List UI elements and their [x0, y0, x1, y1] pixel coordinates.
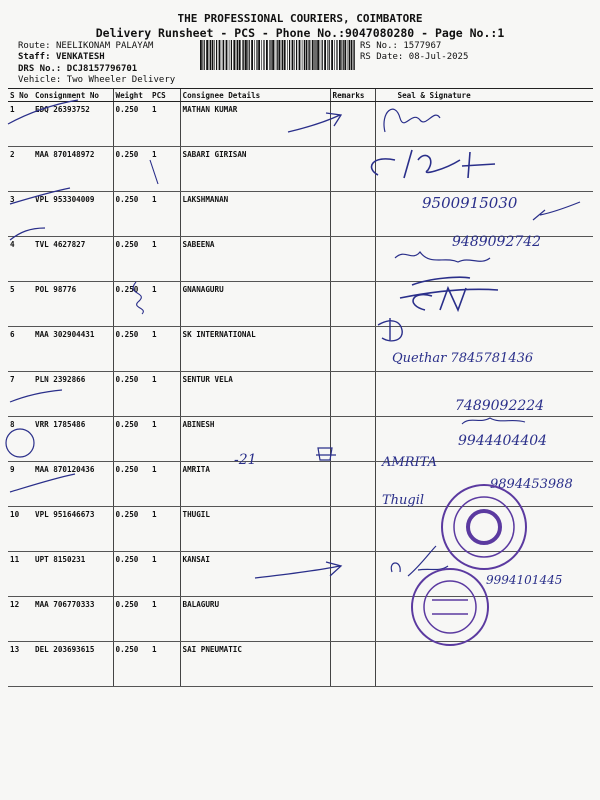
table-row — [8, 462, 593, 507]
cell-weight: 0.250 — [113, 552, 150, 597]
handwritten-name-9: AMRITA — [382, 455, 437, 470]
cell-cno: TVL 4627827 — [33, 237, 113, 282]
cell-sno: 5 — [8, 282, 33, 327]
col-signature: Seal & Signature — [375, 89, 593, 102]
rs-date-info — [360, 52, 468, 62]
cell-remarks — [330, 237, 375, 282]
runsheet-title: Delivery Runsheet - PCS - Phone No.:9047080280 - Page No.:1 — [95, 26, 505, 40]
cell-pcs: 1 — [150, 597, 180, 642]
cell-remarks — [330, 327, 375, 372]
table-row — [8, 192, 593, 237]
handwritten-text-7: Quethar 7845781436 — [392, 351, 534, 366]
cell-signature — [375, 237, 593, 282]
cell-sno: 9 — [8, 462, 33, 507]
cell-consignee: SABEENA — [180, 237, 330, 282]
barcode-bar — [351, 40, 353, 70]
cell-weight: 0.250 — [113, 642, 150, 687]
barcode-bar — [304, 40, 305, 70]
barcode-bar — [289, 40, 290, 70]
table-row — [8, 282, 593, 327]
handwritten-phone-10: 9894453988 — [490, 477, 573, 492]
cell-weight: 0.250 — [113, 237, 150, 282]
barcode-bar — [222, 40, 223, 70]
cell-remarks — [330, 552, 375, 597]
cell-consignee: SK INTERNATIONAL — [180, 327, 330, 372]
cell-signature — [375, 642, 593, 687]
barcode-bar — [282, 40, 283, 70]
drs-value: DCJ8157796701 — [66, 64, 138, 74]
handwritten-phone-9: 9944404404 — [458, 433, 548, 449]
barcode-bar — [245, 40, 247, 70]
table-row — [8, 372, 593, 417]
cell-consignee: LAKSHMANAN — [180, 192, 330, 237]
cell-weight: 0.250 — [113, 597, 150, 642]
cell-weight: 0.250 — [113, 462, 150, 507]
col-remarks: Remarks — [330, 89, 375, 102]
barcode-bar — [204, 40, 205, 70]
rs-date-value: 08-Jul-2025 — [408, 52, 469, 62]
cell-pcs: 1 — [150, 102, 180, 147]
col-pcs: PCS — [150, 89, 180, 102]
table-row — [8, 102, 593, 147]
cell-consignee: SENTUR VELA — [180, 372, 330, 417]
cell-signature — [375, 462, 593, 507]
barcode-bar — [344, 40, 346, 70]
barcode-bar — [315, 40, 316, 70]
cell-weight: 0.250 — [113, 507, 150, 552]
barcode-bar — [302, 40, 303, 70]
cell-remarks — [330, 642, 375, 687]
cell-sno: 7 — [8, 372, 33, 417]
barcode-bar — [348, 40, 349, 70]
vehicle-value: Two Wheeler Delivery — [66, 75, 176, 85]
barcode-bar — [287, 40, 288, 70]
col-consignee: Consignee Details — [180, 89, 330, 102]
cell-sno: 10 — [8, 507, 33, 552]
barcode-bar — [354, 40, 355, 70]
staff-label: Staff: — [18, 52, 51, 62]
cell-pcs: 1 — [150, 462, 180, 507]
cell-weight: 0.250 — [113, 372, 150, 417]
barcode-bar — [263, 40, 264, 70]
barcode-bar — [294, 40, 295, 70]
cell-signature — [375, 327, 593, 372]
cell-cno: VPL 951646673 — [33, 507, 113, 552]
barcode-bar — [210, 40, 211, 70]
cell-pcs: 1 — [150, 282, 180, 327]
barcode-bar — [270, 40, 271, 70]
barcode-bar — [249, 40, 250, 70]
table-row — [8, 507, 593, 552]
rs-no-info — [360, 41, 441, 51]
barcode-bar — [349, 40, 350, 70]
cell-consignee: MATHAN KUMAR — [180, 102, 330, 147]
table-row — [8, 552, 593, 597]
cell-cno: MAA 870120436 — [33, 462, 113, 507]
barcode-bar — [296, 40, 297, 70]
barcode-bar — [272, 40, 274, 70]
cell-cno: MAA 302904431 — [33, 327, 113, 372]
barcode-bar — [292, 40, 294, 70]
cell-cno: MAA 706770333 — [33, 597, 113, 642]
cell-pcs: 1 — [150, 417, 180, 462]
barcode-bar — [229, 40, 230, 70]
cell-sno: 12 — [8, 597, 33, 642]
handwritten-name-10: Thugil — [382, 493, 425, 508]
barcode-bar — [331, 40, 333, 70]
barcode-bar — [216, 40, 217, 70]
handwritten-phone-8: 7489092224 — [455, 398, 545, 414]
cell-cno: VPL 953304009 — [33, 192, 113, 237]
barcode-bar — [261, 40, 262, 70]
company-name: THE PROFESSIONAL COURIERS, COIMBATORE — [177, 12, 423, 25]
barcode-bar — [281, 40, 282, 70]
cell-sno: 1 — [8, 102, 33, 147]
cell-remarks — [330, 417, 375, 462]
barcode-bar — [334, 40, 335, 70]
cell-pcs: 1 — [150, 642, 180, 687]
cell-cno: PLN 2392866 — [33, 372, 113, 417]
barcode-bar — [247, 40, 248, 70]
cell-weight: 0.250 — [113, 417, 150, 462]
cell-signature — [375, 552, 593, 597]
barcode-bar — [236, 40, 237, 70]
cell-cno: POL 98776 — [33, 282, 113, 327]
cell-remarks — [330, 372, 375, 417]
barcode-bar — [212, 40, 214, 70]
barcode-bar — [339, 40, 341, 70]
cell-cno: EDQ 26393752 — [33, 102, 113, 147]
cell-pcs: 1 — [150, 147, 180, 192]
table-header-row — [8, 89, 593, 102]
cell-remarks — [330, 192, 375, 237]
table-row — [8, 327, 593, 372]
cell-sno: 3 — [8, 192, 33, 237]
barcode-bar — [343, 40, 344, 70]
vehicle-label: Vehicle: — [18, 75, 62, 85]
barcode-bar — [223, 40, 224, 70]
route-value: NEELIKONAM PALAYAM — [55, 41, 154, 51]
route-info — [18, 41, 153, 51]
handwritten-phone-4: 9489092742 — [452, 234, 542, 250]
staff-value: VENKATESH — [55, 52, 105, 62]
barcode-bar — [209, 40, 210, 70]
cell-sno: 2 — [8, 147, 33, 192]
barcode-bar — [278, 40, 280, 70]
cell-weight: 0.250 — [113, 192, 150, 237]
barcode-bar — [312, 40, 314, 70]
cell-pcs: 1 — [150, 507, 180, 552]
cell-consignee: GNANAGURU — [180, 282, 330, 327]
cell-pcs: 1 — [150, 372, 180, 417]
barcode-bar — [239, 40, 241, 70]
barcode-bar — [256, 40, 257, 70]
table-row — [8, 642, 593, 687]
barcode-bar — [314, 40, 315, 70]
table-row — [8, 237, 593, 282]
barcode-bar — [284, 40, 286, 70]
cell-signature — [375, 507, 593, 552]
barcode-bar — [231, 40, 232, 70]
cell-sno: 13 — [8, 642, 33, 687]
barcode-bar — [299, 40, 301, 70]
barcode-bar — [200, 40, 202, 70]
cell-pcs: 1 — [150, 192, 180, 237]
barcode-bar — [341, 40, 342, 70]
runsheet-table — [8, 88, 593, 687]
cell-remarks — [330, 507, 375, 552]
handwritten-remark-9: -21 — [234, 452, 257, 468]
table-row — [8, 597, 593, 642]
cell-sno: 4 — [8, 237, 33, 282]
barcode-bar — [353, 40, 354, 70]
cell-cno: MAA 870148972 — [33, 147, 113, 192]
cell-signature — [375, 147, 593, 192]
barcode-bar — [308, 40, 309, 70]
cell-weight: 0.250 — [113, 102, 150, 147]
barcode-bar — [202, 40, 203, 70]
rs-date-label: RS Date: — [360, 52, 404, 62]
handwritten-phone-3: 9500915030 — [422, 194, 518, 212]
barcode-bar — [329, 40, 330, 70]
cell-cno: VRR 1785486 — [33, 417, 113, 462]
cell-signature — [375, 417, 593, 462]
cell-remarks — [330, 282, 375, 327]
barcode-bar — [219, 40, 221, 70]
barcode-bar — [266, 40, 268, 70]
cell-sno: 11 — [8, 552, 33, 597]
rs-no-label: RS No.: — [360, 41, 398, 51]
staff-info — [18, 52, 105, 62]
barcode-bar — [233, 40, 235, 70]
cell-consignee: THUGIL — [180, 507, 330, 552]
cell-consignee: SABARI GIRISAN — [180, 147, 330, 192]
rs-no-value: 1577967 — [403, 41, 442, 51]
cell-weight: 0.250 — [113, 327, 150, 372]
col-sno: S No — [8, 89, 33, 102]
barcode-bar — [327, 40, 328, 70]
barcode-bar — [317, 40, 319, 70]
barcode-bar — [269, 40, 270, 70]
cell-pcs: 1 — [150, 327, 180, 372]
table-row — [8, 417, 593, 462]
cell-cno: DEL 203693615 — [33, 642, 113, 687]
barcode-bar — [306, 40, 308, 70]
barcode-bar — [251, 40, 253, 70]
cell-sno: 6 — [8, 327, 33, 372]
cell-remarks — [330, 597, 375, 642]
barcode-bar — [324, 40, 326, 70]
barcode-bar — [320, 40, 321, 70]
barcode-bar — [214, 40, 215, 70]
cell-pcs: 1 — [150, 237, 180, 282]
vehicle-info — [18, 75, 175, 85]
barcode-bar — [258, 40, 260, 70]
cell-signature — [375, 282, 593, 327]
cell-consignee: ABINESH — [180, 417, 330, 462]
barcode-bar — [254, 40, 255, 70]
cell-cno: UPT 8150231 — [33, 552, 113, 597]
cell-remarks — [330, 462, 375, 507]
barcode-bar — [206, 40, 208, 70]
table-row — [8, 147, 593, 192]
cell-weight: 0.250 — [113, 147, 150, 192]
barcode-bar — [242, 40, 243, 70]
cell-consignee: BALAGURU — [180, 597, 330, 642]
cell-remarks — [330, 147, 375, 192]
cell-consignee: SAI PNEUMATIC — [180, 642, 330, 687]
cell-signature — [375, 372, 593, 417]
cell-remarks — [330, 102, 375, 147]
barcode — [200, 40, 355, 70]
barcode-bar — [243, 40, 244, 70]
handwritten-phone-13: 9994101445 — [486, 573, 563, 587]
cell-signature — [375, 597, 593, 642]
cell-consignee: KANSAI — [180, 552, 330, 597]
barcode-bar — [336, 40, 337, 70]
barcode-bar — [226, 40, 228, 70]
drs-info — [18, 64, 137, 74]
barcode-bar — [275, 40, 276, 70]
cell-weight: 0.250 — [113, 282, 150, 327]
barcode-bar — [237, 40, 238, 70]
barcode-bar — [277, 40, 278, 70]
col-consignment: Consignment No — [33, 89, 113, 102]
cell-signature — [375, 102, 593, 147]
table-body — [8, 102, 593, 687]
col-weight: Weight — [113, 89, 150, 102]
cell-pcs: 1 — [150, 552, 180, 597]
drs-label: DRS No.: — [18, 64, 62, 74]
cell-consignee: AMRITA — [180, 462, 330, 507]
barcode-bar — [309, 40, 310, 70]
cell-signature — [375, 192, 593, 237]
route-label: Route: — [18, 41, 51, 51]
cell-sno: 8 — [8, 417, 33, 462]
barcode-bar — [322, 40, 323, 70]
